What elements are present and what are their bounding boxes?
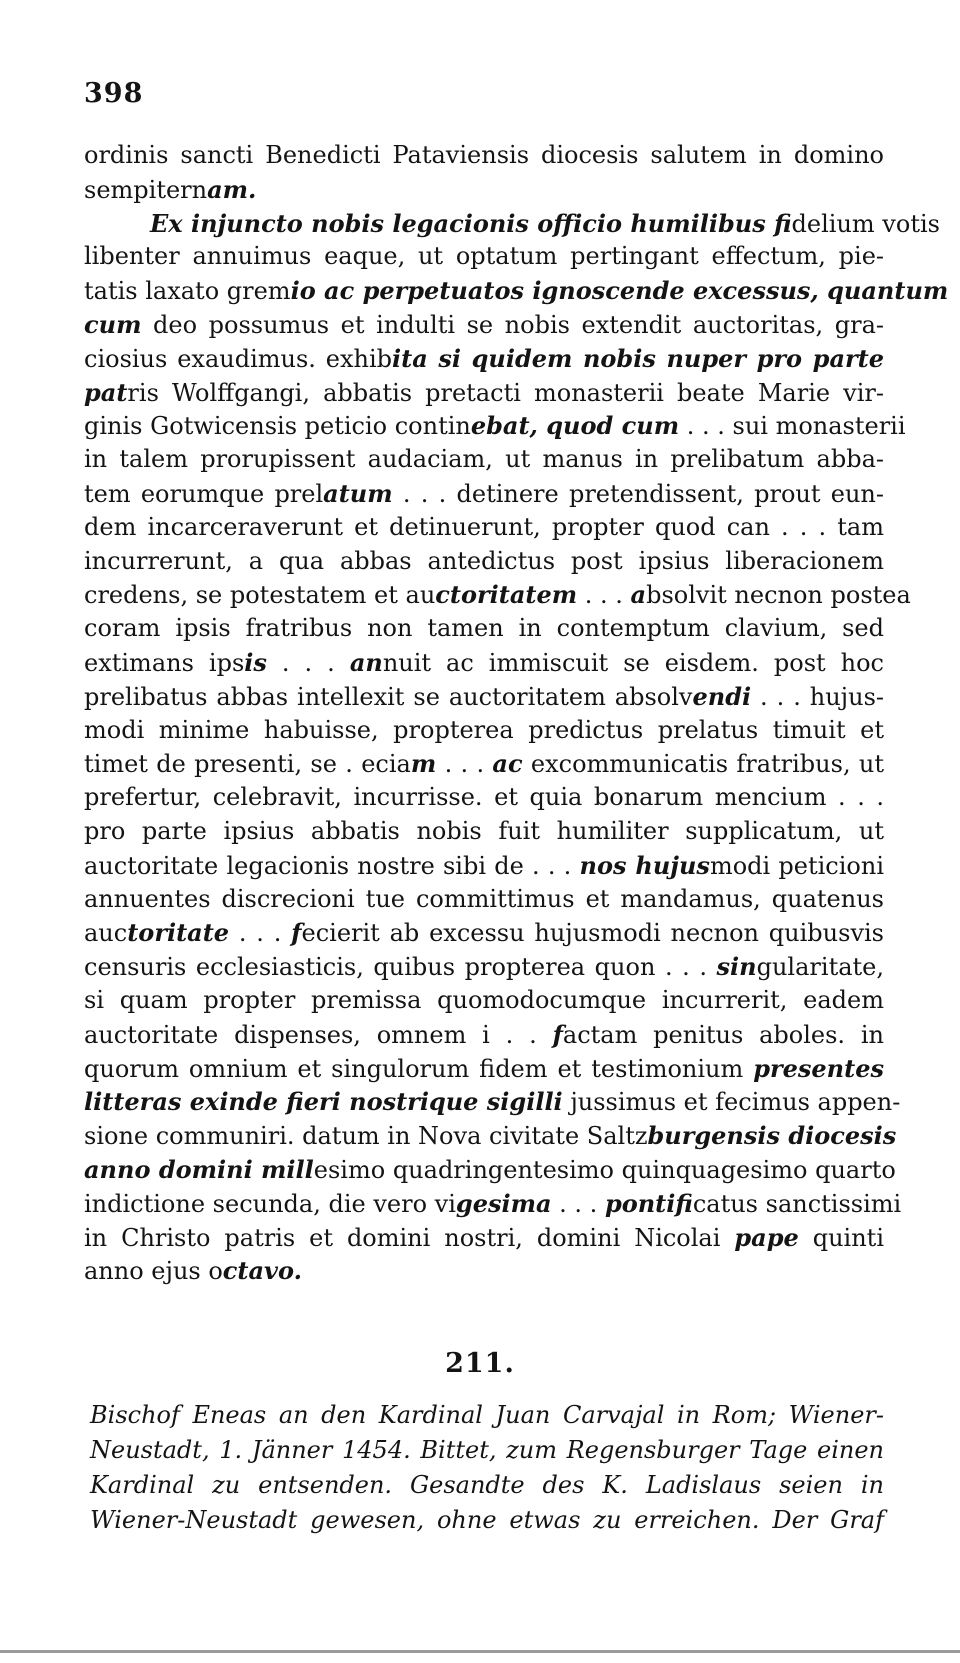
text-run: . . . (551, 1189, 605, 1218)
text-run: ginis Gotwicensis peticio contin (84, 412, 471, 441)
text-run: coram ipsis fratribus non tamen in contemptum clavium, sed (84, 614, 884, 643)
text-run: delium votis (791, 209, 940, 238)
latin-document-text (84, 139, 949, 1288)
text-line (84, 612, 884, 646)
text-run: auc (84, 919, 128, 948)
text-line (84, 139, 884, 173)
text-run: ecierit ab excessu hujusmodi necnon quibusvis (301, 919, 884, 948)
text-line (84, 1153, 896, 1187)
text-run: sempitern (84, 175, 208, 204)
text-run: ordinis sancti Benedicti Pataviensis diocesis salutem in domino (84, 141, 884, 169)
italic-text-run: pape (734, 1222, 799, 1252)
text-run: pro parte ipsius abbatis nobis fuit humiliter supplicatum, ut (84, 816, 884, 845)
italic-text-run: f (552, 1019, 563, 1049)
italic-text-run: ctoritatem (435, 580, 578, 610)
text-run: incurrerunt, a qua abbas antedictus post ipsius liberacionem (84, 546, 884, 575)
text-line (84, 545, 884, 579)
text-run: indictione secunda, die vero vi (84, 1189, 456, 1218)
text-line (84, 1085, 901, 1119)
text-line (84, 747, 884, 781)
text-line (84, 916, 884, 950)
text-run: excommunicatis fratribus, ut (522, 750, 884, 779)
text-line (84, 646, 884, 680)
text-line (84, 207, 940, 241)
text-run: . . . detinere pretendissent, prout eun- (392, 479, 884, 508)
text-line (84, 1221, 884, 1255)
text-run: auctoritate legacionis nostre sibi de . . . (84, 851, 580, 880)
text-run: timet de presenti, se . ecia (84, 750, 411, 779)
text-line (84, 376, 884, 410)
text-run: . . . (266, 648, 350, 677)
italic-text-run: anno domini mill (84, 1154, 314, 1184)
text-line (84, 409, 906, 443)
text-run: libenter annuimus eaque, ut optatum pertingant effectum, pie- (84, 242, 884, 271)
italic-text-run: ctavo. (222, 1256, 302, 1286)
italic-text-run: burgensis diocesis (647, 1121, 897, 1151)
text-run: tem eorumque prel (84, 479, 324, 508)
text-run: catus sanctissimi (692, 1189, 902, 1218)
text-line (84, 1119, 897, 1153)
summary-line: Kardinal zu entsenden. Gesandte des K. Ladislaus seien in (90, 1471, 884, 1499)
text-run: tatis laxato grem (84, 277, 291, 306)
text-line (84, 849, 884, 883)
text-line (84, 173, 884, 207)
text-line (84, 950, 884, 984)
italic-text-run: gesima (455, 1188, 552, 1218)
italic-text-run: ita si quidem nobis nuper pro parte (392, 343, 884, 373)
italic-text-run: Ex injuncto nobis legacionis officio humilibus fi (150, 208, 792, 238)
summary-line: Bischof Eneas an den Kardinal Juan Carvajal in Rom; Wiener- (90, 1401, 884, 1429)
text-run: si quam propter premissa quomodocumque incurrerit, eadem (84, 985, 884, 1014)
text-run: quinti (798, 1223, 884, 1252)
text-run: anno ejus o (84, 1257, 223, 1286)
text-run: esimo quadringentesimo quinquagesimo quarto (313, 1155, 896, 1184)
document-number: 211. (445, 1348, 515, 1379)
italic-text-run: nos hujus (579, 850, 710, 880)
text-line (84, 477, 884, 511)
text-line (84, 240, 884, 274)
text-run: . . . hujus- (751, 682, 885, 711)
italic-text-run: pat (84, 377, 128, 407)
italic-text-run: toritate (127, 918, 230, 948)
page-number: 398 (84, 78, 144, 109)
text-line (84, 984, 884, 1018)
text-run: auctoritate dispenses, omnem i . . (84, 1020, 553, 1049)
text-run: . . . (436, 750, 493, 779)
text-line (84, 274, 949, 308)
italic-text-run: a (630, 580, 647, 610)
text-run: jussimus et fecimus appen- (562, 1088, 901, 1117)
italic-text-run: cum (84, 309, 142, 339)
text-line (84, 680, 884, 714)
text-run: modi peticioni (709, 851, 884, 880)
text-run: sione communiri. datum in Nova civitate Saltz (84, 1122, 648, 1151)
text-run: prefertur, celebravit, incurrisse. et quia bonarum mencium . . . (84, 783, 884, 812)
italic-text-run: atum (323, 478, 393, 508)
text-run: modi minime habuisse, propterea predictus prelatus timuit et (84, 715, 884, 744)
text-run: in Christo patris et domini nostri, domini Nicolai (84, 1223, 735, 1252)
text-run: extimans ips (84, 648, 245, 677)
italic-text-run: ac (492, 749, 523, 779)
text-run: . . . (577, 581, 631, 610)
text-run: deo possumus et indulti se nobis extendit auctoritas, gra- (141, 310, 884, 339)
text-line (84, 511, 884, 545)
italic-text-run: f (291, 918, 302, 948)
text-run: . . . sui monasterii (679, 412, 906, 441)
text-run: dem incarceraverunt et detinuerunt, propter quod can . . . tam (84, 512, 884, 541)
text-line (84, 815, 884, 849)
text-run: quorum omnium et singulorum fidem et testimonium (84, 1054, 754, 1083)
text-line (84, 1052, 884, 1086)
text-line (84, 781, 884, 815)
text-line (84, 308, 884, 342)
text-line (84, 714, 884, 748)
text-run: prelibatus abbas intellexit se auctoritatem absolv (84, 682, 693, 711)
text-line (84, 883, 884, 917)
document-summary (90, 1398, 884, 1538)
text-line (84, 1018, 884, 1052)
italic-text-run: io ac perpetuatos ignoscende excessus, quantum (290, 276, 949, 306)
text-run: censuris ecclesiasticis, quibus propterea quon . . . (84, 953, 717, 982)
italic-text-run: am. (207, 174, 257, 204)
italic-text-run: is (244, 647, 267, 677)
italic-text-run: pontifi (604, 1188, 693, 1218)
text-line (84, 443, 884, 477)
text-line (84, 1254, 884, 1288)
text-line (84, 342, 884, 376)
text-run: nuit ac immiscuit se eisdem. post hoc (382, 648, 885, 677)
text-line (84, 1187, 902, 1221)
italic-text-run: an (349, 647, 383, 677)
italic-text-run: m (410, 749, 437, 779)
italic-text-run: presentes (753, 1053, 884, 1083)
text-run: ciosius exaudimus. exhib (84, 344, 393, 373)
text-run: credens, se potestatem et au (84, 581, 436, 610)
text-run: in talem prorupissent audaciam, ut manus in prelibatum abba- (84, 445, 884, 474)
text-line (84, 578, 911, 612)
italic-text-run: litteras exinde fieri nostrique sigilli (84, 1087, 563, 1117)
text-run: annuentes discrecioni tue committimus et mandamus, quatenus (84, 884, 884, 913)
text-run: gularitate, (756, 953, 884, 982)
text-run: ris Wolffgangi, abbatis pretacti monasterii beate Marie vir- (127, 378, 884, 407)
summary-line: Neustadt, 1. Jänner 1454. Bittet, zum Regensburger Tage einen (90, 1436, 884, 1464)
text-run: . . . (229, 919, 292, 948)
summary-line: Wiener-Neustadt gewesen, ohne etwas zu erreichen. Der Graf (90, 1506, 884, 1534)
text-run: actam penitus aboles. in (562, 1020, 884, 1049)
italic-text-run: ebat, quod cum (470, 411, 680, 441)
page-bottom-edge (0, 1650, 960, 1653)
italic-text-run: sin (716, 952, 757, 982)
text-run: bsolvit necnon postea (646, 581, 911, 610)
italic-text-run: endi (692, 681, 752, 711)
